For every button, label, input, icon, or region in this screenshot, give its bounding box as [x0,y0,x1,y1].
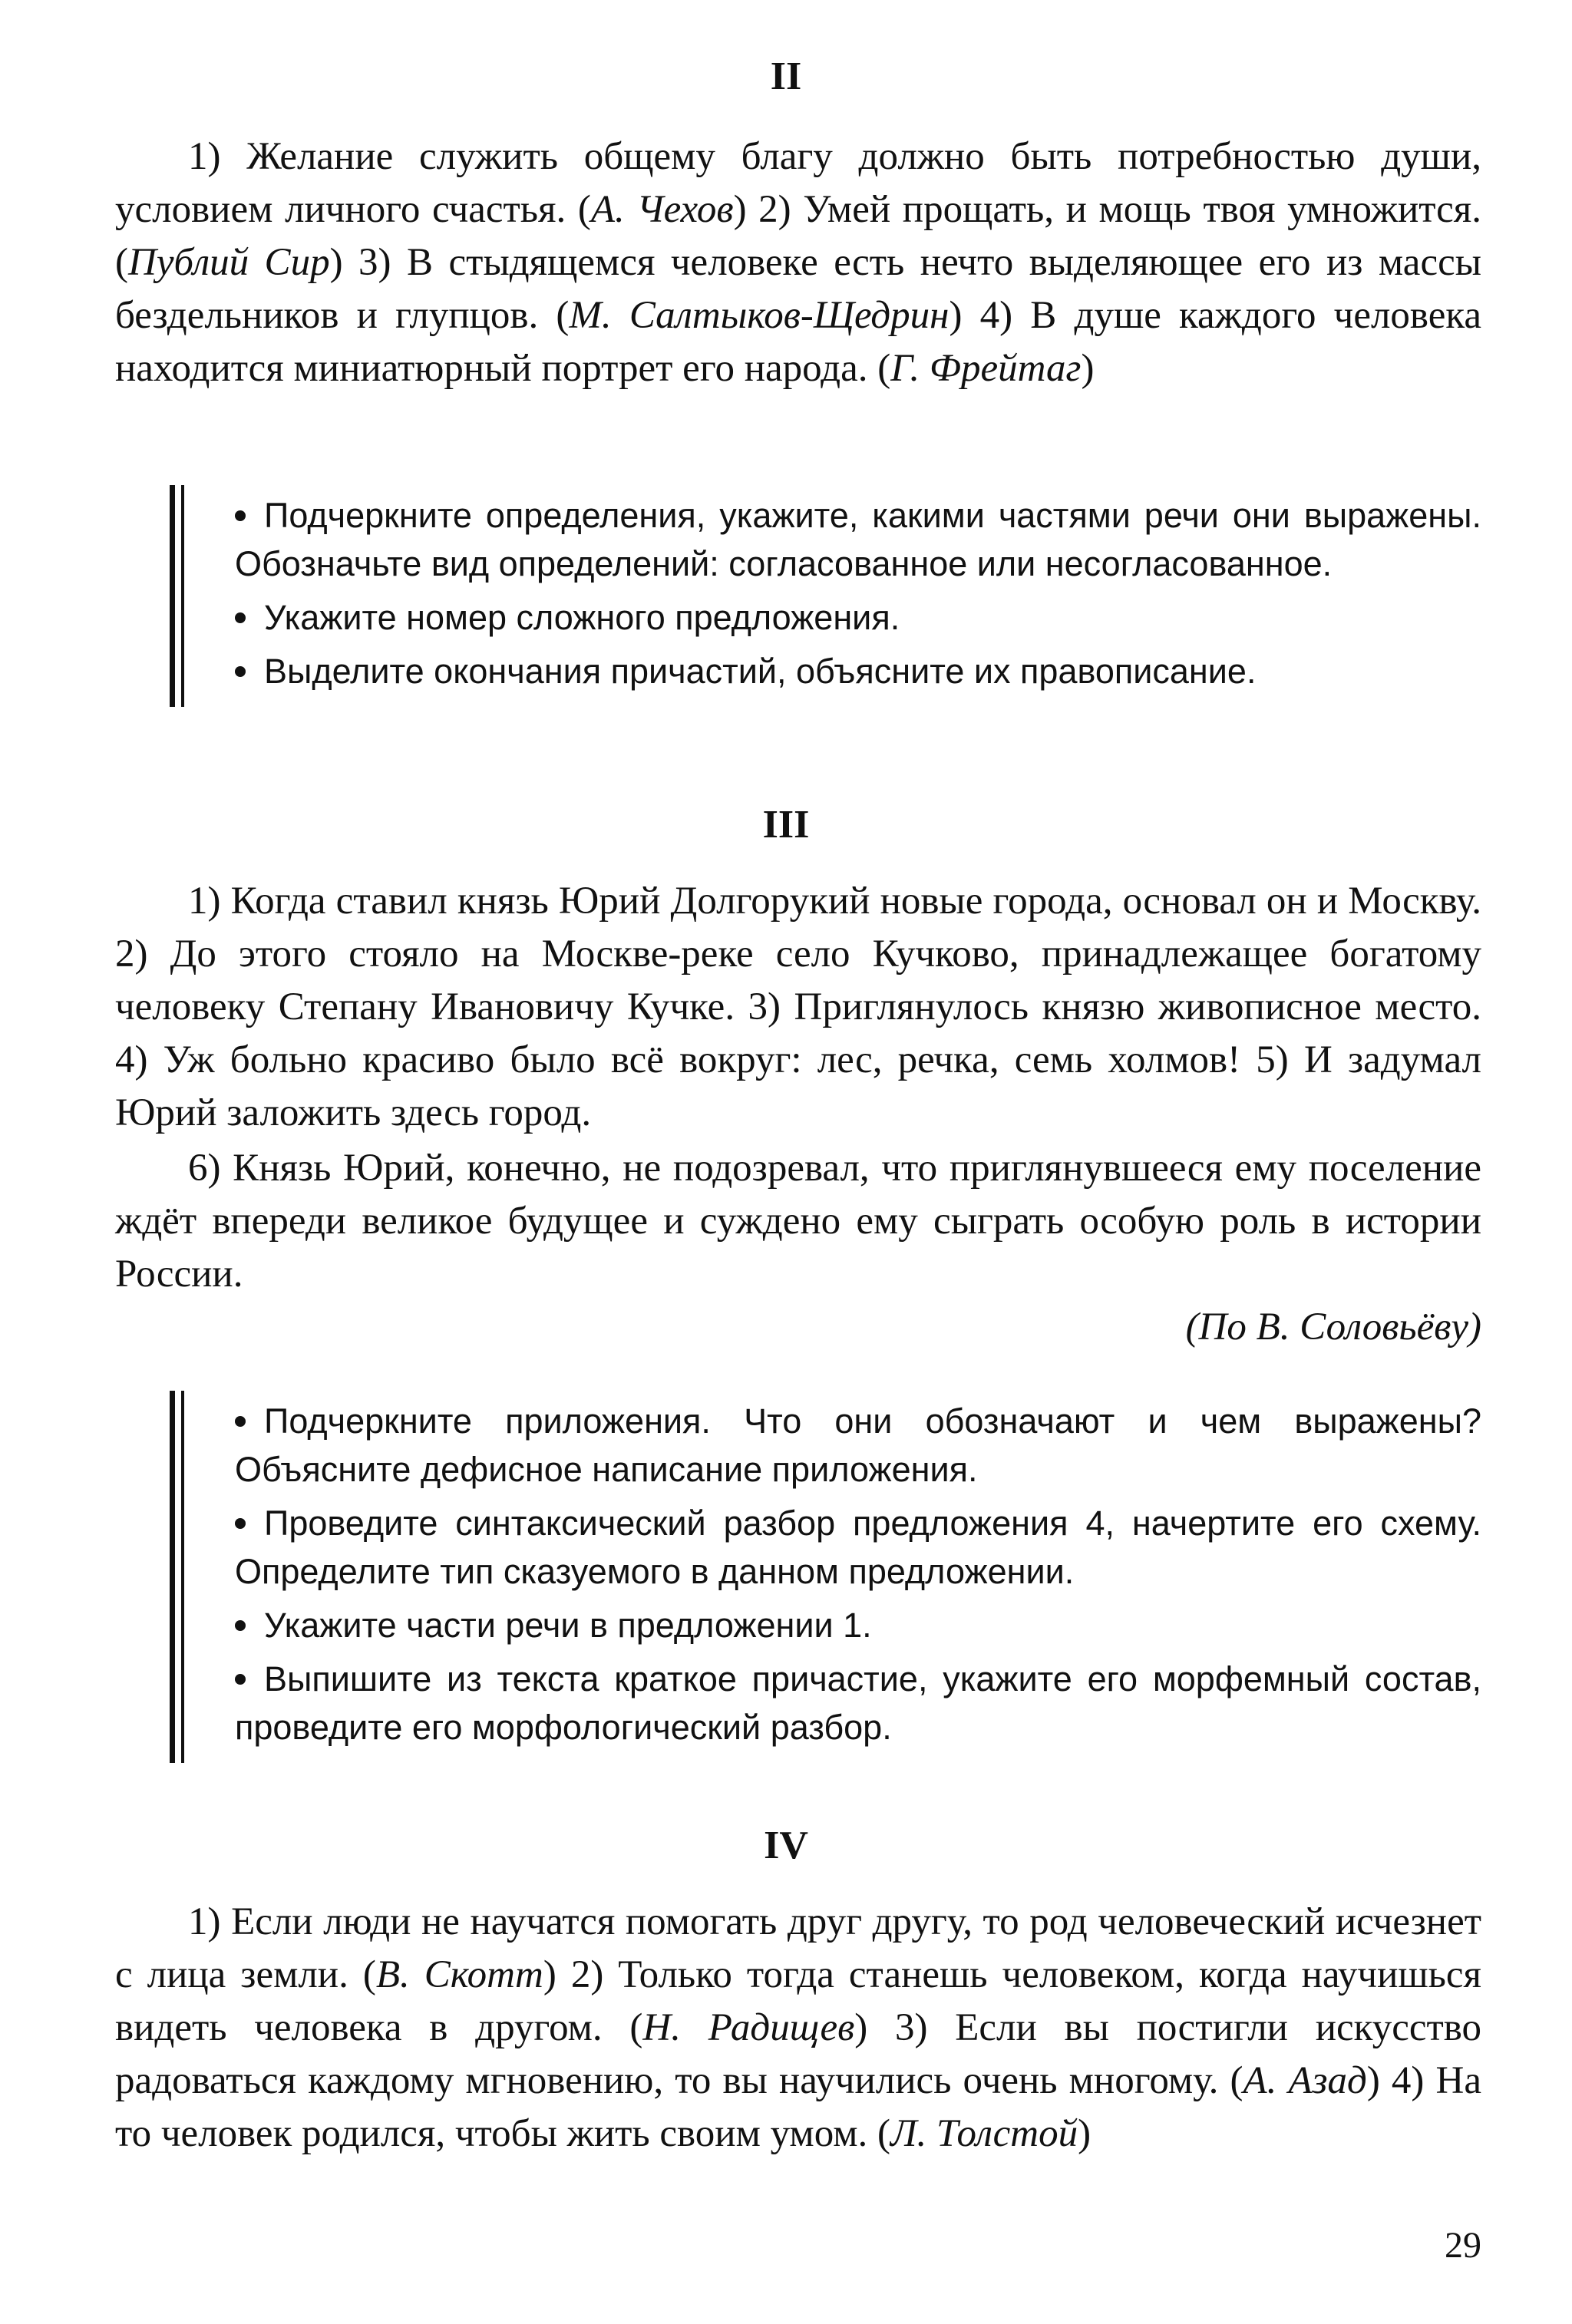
text-run: 1) Когда ставил князь Юрий Долгорукий новые города, основал он и Москву. 2) До этого стояло на Москве-реке село Кучково, принадлежащее богатому человеку Степану Ивановичу Кучке. 3) Приглянулось князю живописное место. 4) Уж больно красиво было всё вокруг: лес, речка, семь холмов! 5) И задумал Юрий заложить здесь город. [115,880,1481,1134]
task-item: Проведите синтаксический разбор предложения 4, начертите его схему. Определите тип сказуемого в данном предложении. [235,1504,1481,1591]
section-iv-paragraph-1 [115,1896,1481,2161]
task-item: Выделите окончания причастий, объясните их правописание. [183,647,1481,695]
section-heading-iv: IV [764,1824,808,1867]
task-item: Подчеркните приложения. Что они обозначают и чем выражены? Объясните дефисное написание приложения. [235,1401,1481,1489]
text-run: ) 2) Умей прощать, и мощь твоя умножится. ( [115,188,1482,284]
section-heading-ii: II [770,54,802,98]
page-number: 29 [1445,2225,1481,2266]
quote-author: Н. Радищев [642,2006,855,2049]
text-run: ) 3) Если вы постигли искусство радоваться каждому мгновению, то вы научились очень многому. ( [115,2006,1481,2102]
text-run: ) [1081,347,1095,390]
text-run: ) 2) Только тогда станешь человеком, когда научишься видеть человека в другом. ( [115,1953,1482,2049]
quote-author: Г. Фрейтаг [890,347,1082,390]
task-item: Выпишите из текста краткое причастие, укажите его морфемный состав, проведите его морфологический разбор. [235,1659,1481,1747]
bullet-icon [235,666,246,677]
quote-author: Л. Толстой [890,2112,1078,2155]
task-item: Подчеркните определения, укажите, какими частями речи они выражены. Обозначьте вид определений: согласованное или несогласованное. [235,496,1481,583]
text-run: 6) Князь Юрий, конечно, не подозревал, что приглянувшееся ему поселение ждёт впереди великое будущее и суждено ему сыграть особую роль в истории России. [115,1147,1481,1296]
section-iii-task-box [183,1397,1481,1757]
section-iii-paragraph-2 [115,1142,1481,1301]
text-run: 1) Желание служить общему благу должно быть потребностью души, условием личного счастья. ( [115,135,1481,231]
section-ii-task-box [183,491,1481,701]
bullet-icon [235,1674,246,1685]
quote-author: А. Азад [1243,2059,1367,2102]
task-item: Укажите номер сложного предложения. [183,593,1481,642]
quote-author: М. Салтыков-Щедрин [569,294,949,337]
text-run: ) 4) На то человек родился, чтобы жить своим умом. ( [115,2059,1481,2155]
bullet-icon [235,1518,246,1529]
bullet-icon [235,612,246,623]
section-ii-paragraph-1 [115,130,1481,395]
bullet-icon [235,1620,246,1631]
text-run: ) [1078,2112,1091,2155]
text-run: ) 4) В душе каждого человека находится миниатюрный портрет его народа. ( [115,294,1481,390]
section-heading-iii: III [762,803,810,847]
text-attribution: (По В. Соловьёву) [1185,1306,1481,1349]
text-run: ) 3) В стыдящемся человеке есть нечто выделяющее его из массы бездельников и глупцов. ( [115,241,1481,337]
quote-author: В. Скотт [375,1953,543,1996]
task-item: Укажите части речи в предложении 1. [183,1601,1481,1649]
section-iii-paragraph-1 [115,875,1481,1140]
bullet-icon [235,510,246,521]
quote-author: А. Чехов [590,188,734,231]
quote-author: Публий Сир [127,241,330,284]
text-run: 1) Если люди не научатся помогать друг другу, то род человеческий исчезнет с лица земли. ( [115,1900,1481,1996]
bullet-icon [235,1416,246,1427]
